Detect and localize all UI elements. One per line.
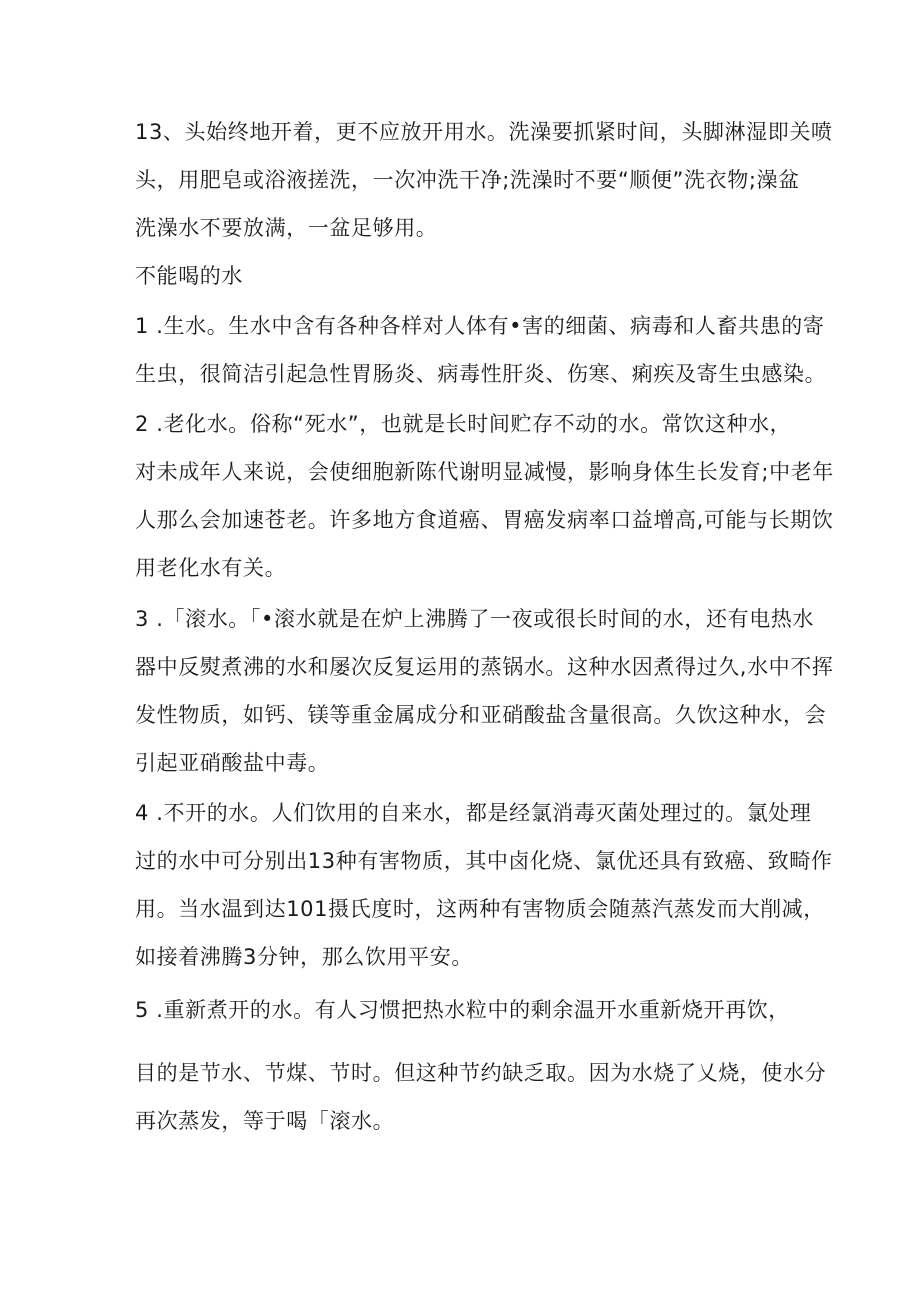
- text-line: 用。当水温到达101摄氏度时，这两种有害物质会随蒸汽蒸发而大削减，: [135, 897, 825, 921]
- text-line: 头，用肥皂或浴液搓洗，一次冲洗干净;洗澡时不要“顺便”洗衣物;澡盆: [135, 168, 800, 192]
- section-heading: 不能喝的水: [135, 264, 243, 288]
- text-line: 生虫，很简洁引起急性胃肠炎、病毒性肝炎、伤寒、痢疾及寄生虫感染。: [135, 362, 827, 386]
- text-line: 过的水中可分别出13种有害物质，其中卤化烧、氯优还具有致癌、致畸作: [135, 849, 833, 873]
- text-line: 目的是节水、节煤、节时。但这种节约缺乏取。因为水烧了乂烧，使水分: [135, 1061, 827, 1085]
- text-line: 5 .重新煮开的水。有人习惯把热水粒中的剩余温开水重新烧开再饮，: [135, 998, 790, 1022]
- text-line: 13、头始终地开着，更不应放开用水。洗澡要抓紧时间，头脚淋湿即关喷: [135, 120, 833, 144]
- text-line: 1 .生水。生水中含有各种各样对人体有•害的细菌、病毒和人畜共患的寄: [135, 314, 825, 338]
- text-line: 器中反熨煮沸的水和屡次反复运用的蒸锅水。这种水因煮得过久,水中不挥: [135, 655, 834, 679]
- text-line: 如接着沸腾3分钟，那么饮用平安。: [135, 945, 473, 969]
- text-line: 人那么会加速苍老。许多地方食道癌、胃癌发病率口益增高,可能与长期饮: [135, 508, 834, 532]
- text-line: 3 .「滚水。「•滚水就是在炉上沸腾了一夜或很长时间的水，还有电热水: [135, 607, 814, 631]
- text-line: 引起亚硝酸盐中毒。: [135, 751, 330, 775]
- text-line: 再次蒸发，等于喝「滚水。: [135, 1109, 395, 1133]
- text-line: 发性物质，如钙、镁等重金属成分和亚硝酸盐含量很高。久饮这种水，会: [135, 703, 827, 727]
- text-line: 用老化水有关。: [135, 556, 287, 580]
- text-line: 2 .老化水。俗称“死水”，也就是长时间贮存不动的水。常饮这种水，: [135, 412, 792, 436]
- text-line: 对未成年人来说，会使细胞新陈代谢明显减慢，影响身体生长发育;中老年: [135, 460, 834, 484]
- text-line: 4 .不开的水。人们饮用的自来水，都是经氯消毒灭菌处理过的。氯处理: [135, 801, 812, 825]
- text-line: 洗澡水不要放满，一盆足够用。: [135, 216, 438, 240]
